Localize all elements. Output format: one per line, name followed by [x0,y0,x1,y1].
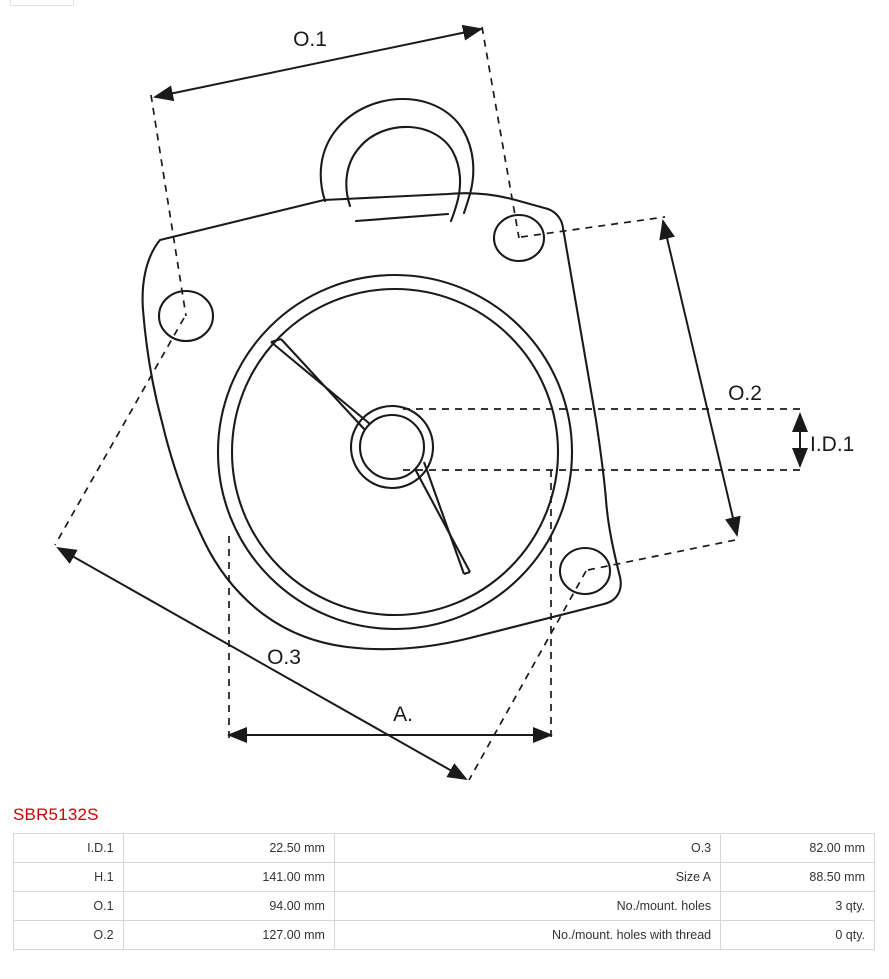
dimension-label-a: A. [393,703,413,726]
specification-section [0,805,889,950]
spec-value: 0 qty. [721,921,875,950]
table-row [14,863,875,892]
spec-label: O.2 [14,921,124,950]
spec-label: Size A [334,863,720,892]
table-row [14,892,875,921]
dimension-label-o1: O.1 [293,28,327,51]
spec-label: I.D.1 [14,834,124,863]
table-row [14,921,875,950]
specification-table [13,833,875,950]
mounting-holes [159,215,610,594]
spec-label: O.1 [14,892,124,921]
spec-label: O.3 [334,834,720,863]
spec-value: 88.50 mm [721,863,875,892]
spec-label: No./mount. holes with thread [334,921,720,950]
dimension-a [229,470,551,739]
dimension-o2 [521,217,740,570]
dimension-label-o2: O.2 [728,382,762,405]
dimension-id1 [403,409,806,470]
starter-cover-outline [143,99,621,649]
spec-value: 141.00 mm [123,863,334,892]
center-bore-rings [218,275,572,629]
spec-value: 94.00 mm [123,892,334,921]
dimension-label-o3: O.3 [267,646,301,669]
spec-value: 3 qty. [721,892,875,921]
spec-value: 127.00 mm [123,921,334,950]
spec-value: 22.50 mm [123,834,334,863]
spec-label: No./mount. holes [334,892,720,921]
part-code: SBR5132S [13,805,99,824]
dimension-o3 [55,318,586,780]
table-row [14,834,875,863]
spec-label: H.1 [14,863,124,892]
dimension-o1 [151,27,519,316]
spec-value: 82.00 mm [721,834,875,863]
dimension-label-id1: I.D.1 [810,433,855,456]
